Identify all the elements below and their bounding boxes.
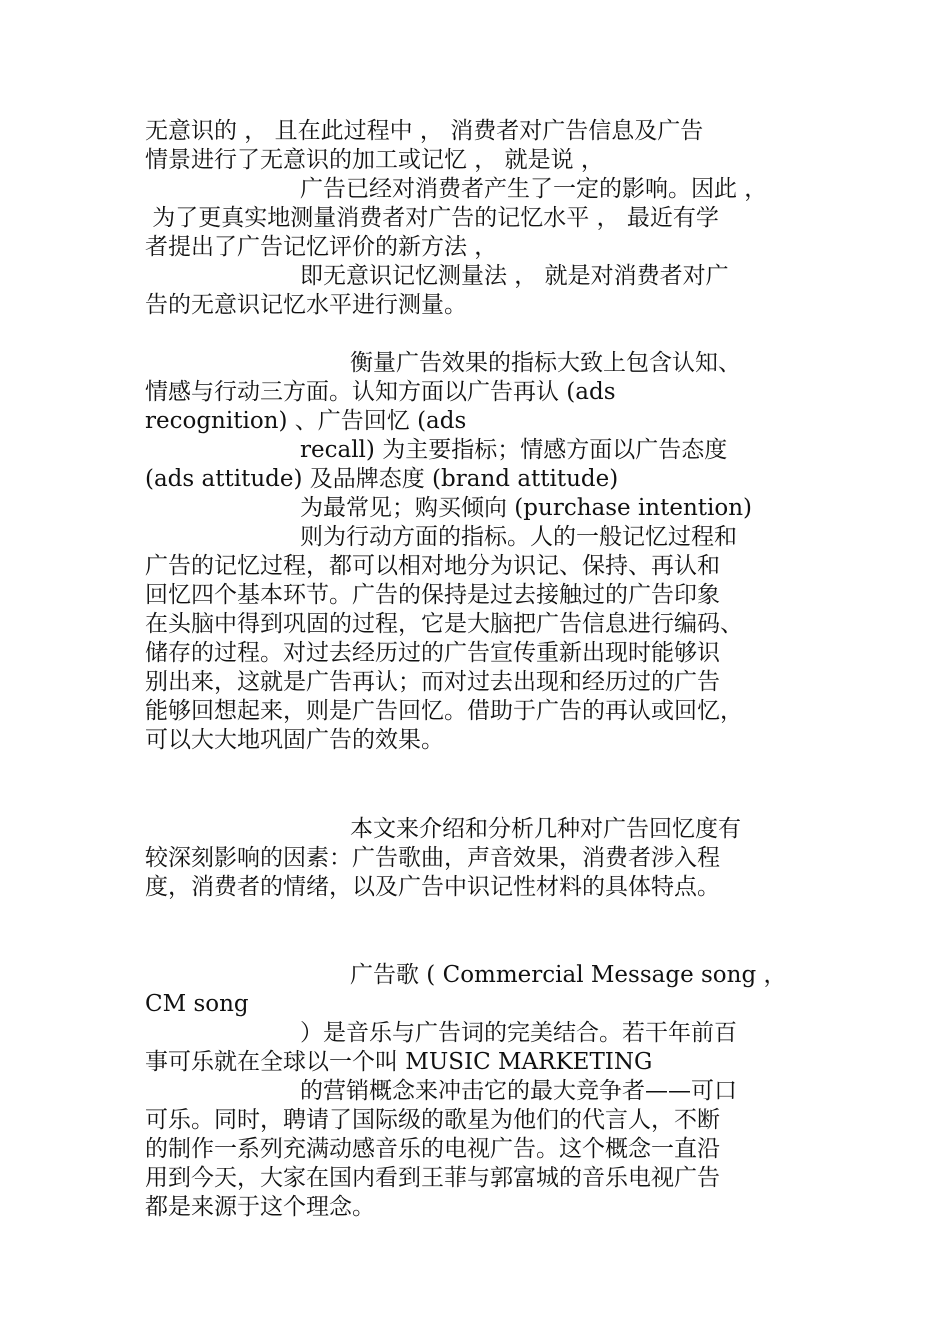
text-line: (ads attitude) 及品牌态度 (brand attitude) [145,466,619,492]
text-line: CM song [145,991,249,1017]
text-line: 的制作一系列充满动感音乐的电视广告。这个概念一直沿 [145,1136,720,1162]
text-line: 情景进行了无意识的加工或记忆 ， 就是说 ， [145,147,604,173]
text-line: recall) 为主要指标；情感方面以广告态度 [300,437,728,463]
text-line: 情感与行动三方面。认知方面以广告再认 (ads [145,379,616,405]
text-line: 本文来介绍和分析几种对广告回忆度有 [350,816,741,842]
text-line: 能够回想起来，则是广告回忆。借助于广告的再认或回忆， [145,698,743,724]
text-line: 较深刻影响的因素：广告歌曲，声音效果，消费者涉入程 [145,845,720,871]
text-line: 度，消费者的情绪，以及广告中识记性材料的具体特点。 [145,874,720,900]
text-line: 回忆四个基本环节。广告的保持是过去接触过的广告印象 [145,582,720,608]
text-line: 为最常见；购买倾向 (purchase intention) [300,495,753,521]
text-line: 的营销概念来冲击它的最大竞争者——可口 [300,1078,737,1104]
text-line: 都是来源于这个理念。 [145,1194,375,1220]
text-line: 即无意识记忆测量法 ， 就是对消费者对广 [300,263,729,289]
text-line: 告的无意识记忆水平进行测量。 [145,292,467,318]
text-line: 则为行动方面的指标。人的一般记忆过程和 [300,524,737,550]
text-line: 者提出了广告记忆评价的新方法 ， [145,234,498,260]
text-line: 别出来，这就是广告再认；而对过去出现和经历过的广告 [145,669,720,695]
text-line: 可以大大地巩固广告的效果。 [145,727,444,753]
text-line: ）是音乐与广告词的完美结合。若干年前百 [300,1020,737,1046]
text-line: recognition) 、广告回忆 (ads [145,408,467,434]
text-line: 广告已经对消费者产生了一定的影响。因此 ， [300,176,768,202]
text-line: 事可乐就在全球以一个叫 MUSIC MARKETING [145,1049,653,1075]
text-line: 可乐。同时，聘请了国际级的歌星为他们的代言人，不断 [145,1107,720,1133]
text-line: 为了更真实地测量消费者对广告的记忆水平 ， 最近有学 [145,205,719,231]
text-line: 衡量广告效果的指标大致上包含认知、 [350,350,741,376]
text-line: 用到今天，大家在国内看到王菲与郭富城的音乐电视广告 [145,1165,720,1191]
text-line: 无意识的 ， 且在此过程中 ， 消费者对广告信息及广告 [145,118,704,144]
text-line: 储存的过程。对过去经历过的广告宣传重新出现时能够识 [145,640,720,666]
text-line: 广告的记忆过程，都可以相对地分为识记、保持、再认和 [145,553,720,579]
text-line: 广告歌 ( Commercial Message song ， [350,962,787,988]
text-line: 在头脑中得到巩固的过程，它是大脑把广告信息进行编码、 [145,611,743,637]
